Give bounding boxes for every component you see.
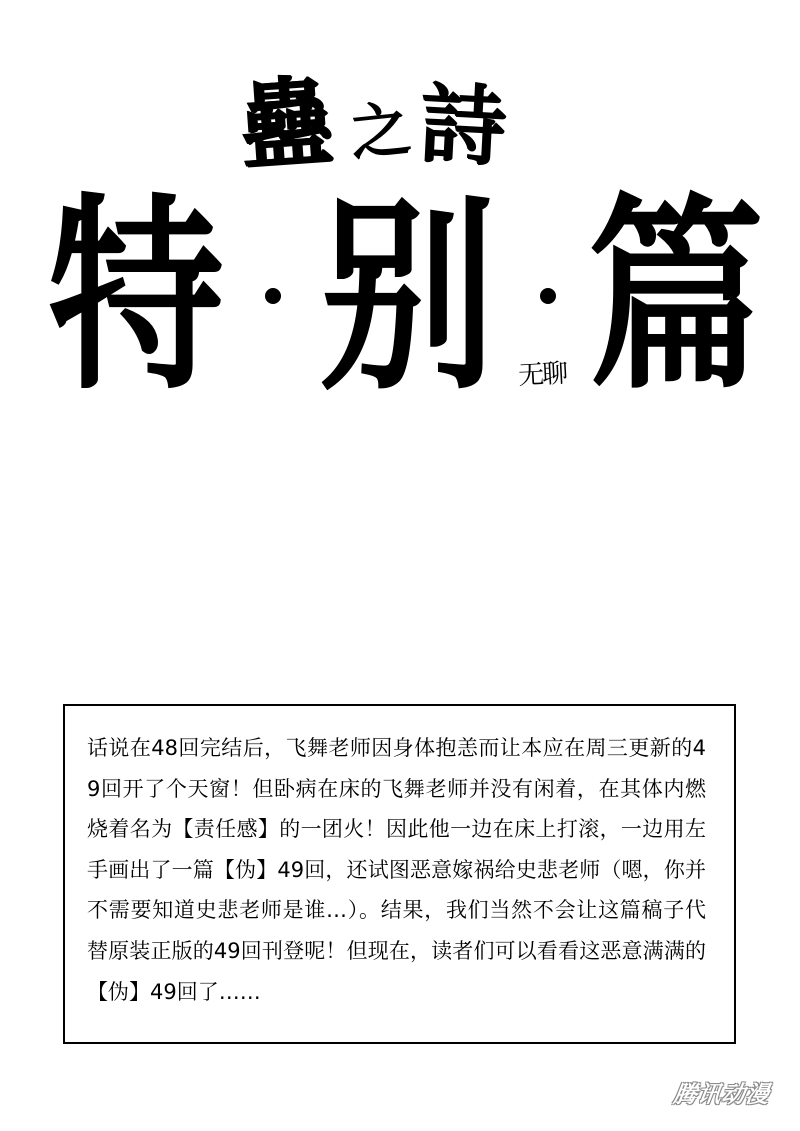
tencent-comics-watermark: 腾讯动漫 (671, 1082, 772, 1108)
calligraphy-title (230, 38, 550, 188)
intro-paragraph: 话说在48回完结后，飞舞老师因身体抱恙而让本应在周三更新的49回开了个天窗！但卧病在床的飞舞老师并没有闲着，在其体内燃烧着名为【责任感】的一团火！因此他一边在床上打滚，一边用左手画出了一篇【伪】49回，还试图恶意嫁祸给史悲老师（嗯，你并不需要知道史悲老师是谁…）。结果，我们当然不会让这篇稿子代替原装正版的49回刊登呢！但现在，读者们可以看看这恶意满满的【伪】49回了…… (87, 736, 706, 1004)
heading-char-te: 特 (48, 176, 225, 419)
calligraphy-char-shi: 詩 (417, 72, 509, 179)
special-chapter-heading (40, 176, 770, 419)
heading-char-pian: 篇 (588, 176, 765, 419)
calligraphy-char-gu: 蠱 (236, 63, 335, 184)
boring-note: 无聊 (517, 358, 567, 392)
heading-char-bie: 别 (320, 176, 497, 419)
intro-text-box (63, 704, 736, 1044)
calligraphy-char-zhi: 之 (347, 94, 415, 170)
separator-dot (265, 288, 281, 304)
separator-dot (540, 288, 556, 304)
